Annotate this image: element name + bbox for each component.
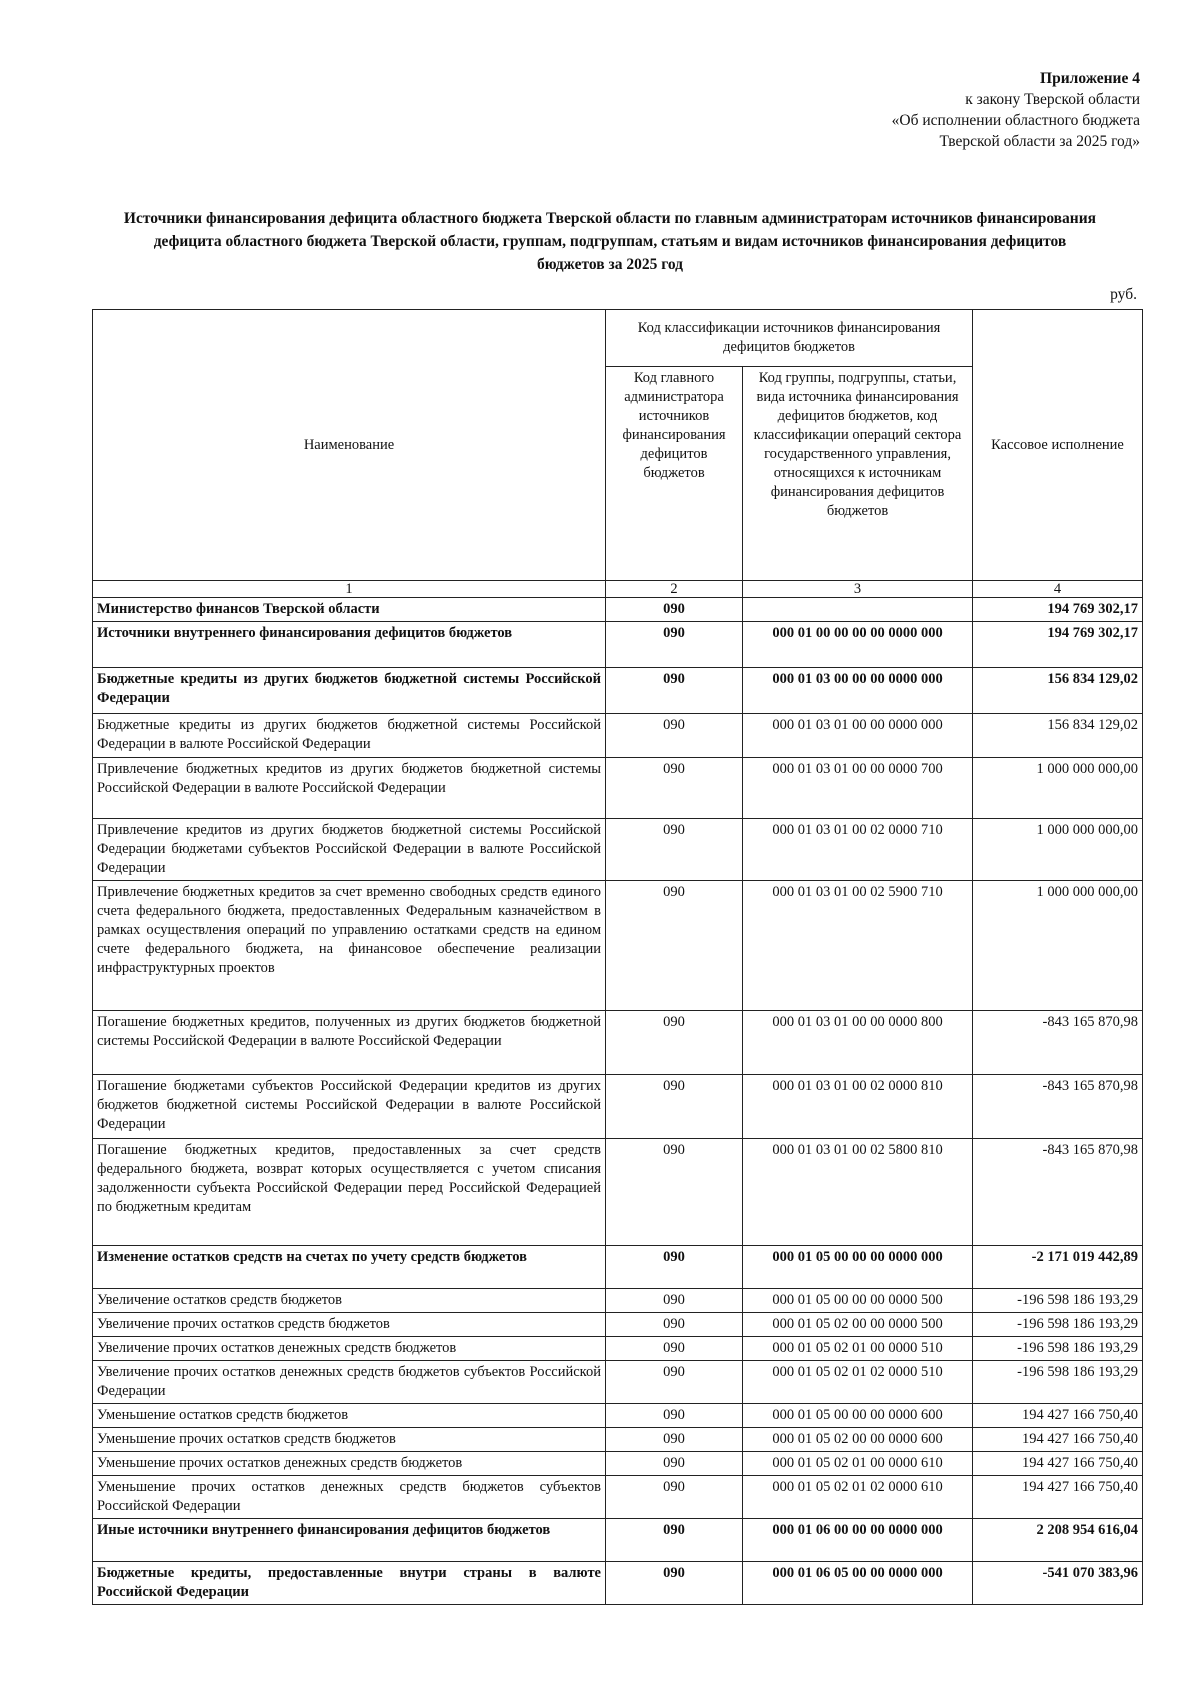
table-row [93,1011,1143,1075]
column-number: 1 [93,581,606,598]
row-source-code: 000 01 00 00 00 00 0000 000 [743,622,973,668]
header-classification: Код классификации источников финансирования дефицитов бюджетов [606,310,973,367]
row-admin-code: 090 [606,1075,743,1139]
row-source-code: 000 01 03 01 00 02 5800 810 [743,1139,973,1246]
row-name: Увеличение прочих остатков денежных средств бюджетов субъектов Российской Федерации [93,1361,606,1404]
row-amount: 2 208 954 616,04 [973,1519,1143,1562]
row-source-code: 000 01 03 01 00 02 5900 710 [743,881,973,1011]
table-row [93,598,1143,622]
row-name: Привлечение кредитов из других бюджетов бюджетной системы Российской Федерации бюджетами субъектов Российской Федерации в валюте Российской Федерации [93,819,606,881]
table-row [93,1428,1143,1452]
row-name: Погашение бюджетных кредитов, предоставленных за счет средств федерального бюджета, возврат которых осуществляется с учетом списания задолженности субъекта Российской Федерации перед Российской Федерацией по бюджетным кредитам [93,1139,606,1246]
row-admin-code: 090 [606,1289,743,1313]
appendix-title: Приложение 4 [1040,70,1140,87]
row-amount: 1 000 000 000,00 [973,819,1143,881]
row-name: Изменение остатков средств на счетах по учету средств бюджетов [93,1246,606,1289]
row-source-code: 000 01 06 05 00 00 0000 000 [743,1562,973,1605]
column-number-row [93,581,1143,598]
row-name: Бюджетные кредиты, предоставленные внутри страны в валюте Российской Федерации [93,1562,606,1605]
table-row [93,1313,1143,1337]
row-name: Источники внутреннего финансирования дефицитов бюджетов [93,622,606,668]
row-amount: -2 171 019 442,89 [973,1246,1143,1289]
row-admin-code: 090 [606,1428,743,1452]
table-row [93,881,1143,1011]
column-number: 4 [973,581,1143,598]
row-admin-code: 090 [606,1337,743,1361]
table-row [93,1404,1143,1428]
row-admin-code: 090 [606,1476,743,1519]
table-row [93,758,1143,819]
row-source-code: 000 01 03 01 00 02 0000 810 [743,1075,973,1139]
row-source-code: 000 01 06 00 00 00 0000 000 [743,1519,973,1562]
appendix-line: «Об исполнении областного бюджета [891,112,1140,129]
row-admin-code: 090 [606,1246,743,1289]
table-row [93,668,1143,714]
row-name: Бюджетные кредиты из других бюджетов бюджетной системы Российской Федерации [93,668,606,714]
row-name: Увеличение остатков средств бюджетов [93,1289,606,1313]
currency-unit: руб. [1110,286,1137,303]
table-row [93,1289,1143,1313]
row-name: Уменьшение прочих остатков денежных средств бюджетов [93,1452,606,1476]
row-admin-code: 090 [606,819,743,881]
row-admin-code: 090 [606,622,743,668]
row-admin-code: 090 [606,1361,743,1404]
row-amount: 194 427 166 750,40 [973,1428,1143,1452]
row-source-code: 000 01 05 02 01 00 0000 510 [743,1337,973,1361]
row-name: Уменьшение остатков средств бюджетов [93,1404,606,1428]
row-source-code: 000 01 05 02 00 00 0000 500 [743,1313,973,1337]
row-amount: 156 834 129,02 [973,714,1143,758]
row-source-code: 000 01 03 01 00 00 0000 800 [743,1011,973,1075]
appendix-line: к закону Тверской области [965,91,1140,108]
row-source-code: 000 01 03 00 00 00 0000 000 [743,668,973,714]
row-amount: 194 427 166 750,40 [973,1404,1143,1428]
document-title: Источники финансирования дефицита областного бюджета Тверской области по главным администраторам источников финансирования дефицита областного бюджета Тверской области, группам, подгруппам, статьям и видам источников финансирования дефицитов бюджетов за 2025 год [123,210,1097,273]
row-amount: -196 598 186 193,29 [973,1289,1143,1313]
row-name: Увеличение прочих остатков средств бюджетов [93,1313,606,1337]
row-source-code: 000 01 05 00 00 00 0000 600 [743,1404,973,1428]
header-admin-code: Код главного администратора источников финансирования дефицитов бюджетов [606,367,743,581]
row-admin-code: 090 [606,714,743,758]
row-amount: 1 000 000 000,00 [973,758,1143,819]
row-amount: 194 427 166 750,40 [973,1476,1143,1519]
table-row [93,1452,1143,1476]
row-amount: 194 427 166 750,40 [973,1452,1143,1476]
table-row [93,819,1143,881]
header-name: Наименование [93,310,606,581]
row-admin-code: 090 [606,1313,743,1337]
row-source-code: 000 01 05 02 01 02 0000 610 [743,1476,973,1519]
row-amount: -196 598 186 193,29 [973,1361,1143,1404]
row-source-code [743,598,973,622]
table-row [93,1519,1143,1562]
row-amount: -196 598 186 193,29 [973,1313,1143,1337]
table-row [93,1075,1143,1139]
row-source-code: 000 01 05 02 01 02 0000 510 [743,1361,973,1404]
row-admin-code: 090 [606,598,743,622]
row-amount: 1 000 000 000,00 [973,881,1143,1011]
row-admin-code: 090 [606,1139,743,1246]
row-name: Бюджетные кредиты из других бюджетов бюджетной системы Российской Федерации в валюте Российской Федерации [93,714,606,758]
row-admin-code: 090 [606,1562,743,1605]
row-name: Привлечение бюджетных кредитов из других бюджетов бюджетной системы Российской Федерации в валюте Российской Федерации [93,758,606,819]
row-admin-code: 090 [606,1519,743,1562]
row-source-code: 000 01 05 00 00 00 0000 000 [743,1246,973,1289]
appendix-line: Тверской области за 2025 год» [939,133,1140,150]
table-row [93,622,1143,668]
header-execution: Кассовое исполнение [973,310,1143,581]
row-admin-code: 090 [606,668,743,714]
row-source-code: 000 01 05 02 00 00 0000 600 [743,1428,973,1452]
row-name: Министерство финансов Тверской области [93,598,606,622]
table-row [93,714,1143,758]
column-number: 2 [606,581,743,598]
row-amount: -541 070 383,96 [973,1562,1143,1605]
row-amount: 156 834 129,02 [973,668,1143,714]
header-group-code: Код группы, подгруппы, статьи, вида источника финансирования дефицитов бюджетов, код классификации операций сектора государственного управления, относящихся к источникам финансирования дефицитов бюджетов [743,367,973,581]
row-source-code: 000 01 05 00 00 00 0000 500 [743,1289,973,1313]
row-name: Увеличение прочих остатков денежных средств бюджетов [93,1337,606,1361]
row-admin-code: 090 [606,881,743,1011]
sources-table [92,309,1143,1605]
table-row [93,1361,1143,1404]
row-amount: 194 769 302,17 [973,598,1143,622]
row-name: Уменьшение прочих остатков денежных средств бюджетов субъектов Российской Федерации [93,1476,606,1519]
row-name: Погашение бюджетами субъектов Российской Федерации кредитов из других бюджетов бюджетной системы Российской Федерации в валюте Российской Федерации [93,1075,606,1139]
row-amount: -843 165 870,98 [973,1139,1143,1246]
row-admin-code: 090 [606,1404,743,1428]
table-row [93,1337,1143,1361]
row-amount: -843 165 870,98 [973,1075,1143,1139]
row-admin-code: 090 [606,1452,743,1476]
row-amount: -196 598 186 193,29 [973,1337,1143,1361]
row-name: Иные источники внутреннего финансирования дефицитов бюджетов [93,1519,606,1562]
row-name: Привлечение бюджетных кредитов за счет временно свободных средств единого счета федерального бюджета, предоставленных Федеральным казначейством в рамках осуществления операций по управлению остатками средств на едином счете федерального бюджета, на финансовое обеспечение реализации инфраструктурных проектов [93,881,606,1011]
table-row [93,1246,1143,1289]
row-source-code: 000 01 05 02 01 00 0000 610 [743,1452,973,1476]
column-number: 3 [743,581,973,598]
row-source-code: 000 01 03 01 00 00 0000 700 [743,758,973,819]
row-source-code: 000 01 03 01 00 02 0000 710 [743,819,973,881]
row-admin-code: 090 [606,1011,743,1075]
row-amount: 194 769 302,17 [973,622,1143,668]
row-source-code: 000 01 03 01 00 00 0000 000 [743,714,973,758]
table-row [93,1562,1143,1605]
row-admin-code: 090 [606,758,743,819]
table-row [93,1139,1143,1246]
row-name: Уменьшение прочих остатков средств бюджетов [93,1428,606,1452]
table-row [93,1476,1143,1519]
row-name: Погашение бюджетных кредитов, полученных из других бюджетов бюджетной системы Российской Федерации в валюте Российской Федерации [93,1011,606,1075]
row-amount: -843 165 870,98 [973,1011,1143,1075]
appendix-block [892,68,1140,152]
